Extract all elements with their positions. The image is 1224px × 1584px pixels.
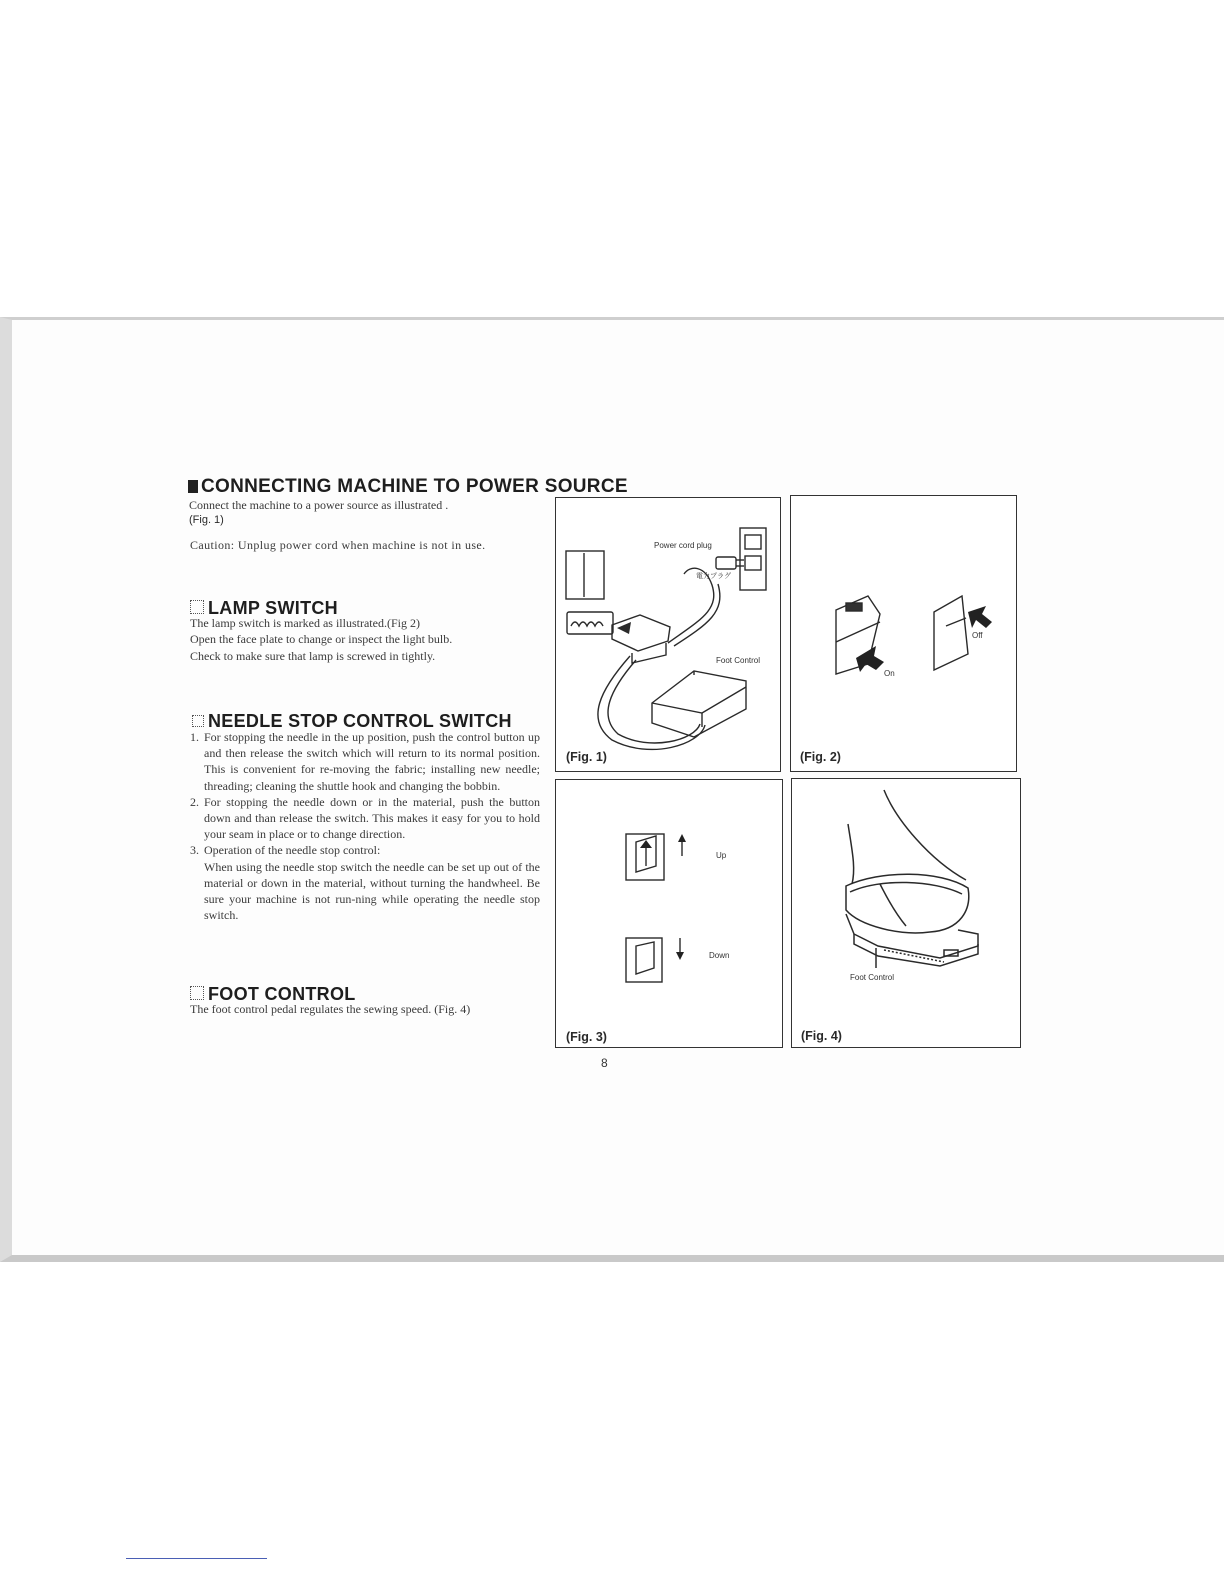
lamp-line-3: Check to make sure that lamp is screwed in tightly. [190,649,436,663]
fig1-label: (Fig. 1) [566,750,607,764]
fig4-label: (Fig. 4) [801,1029,842,1043]
needle-switch-up-icon [626,834,664,880]
fig2-off-label: Off [972,631,983,640]
fig3-label: (Fig. 3) [566,1030,607,1044]
machine-plug-icon [612,615,670,651]
heading-foot-text: FOOT CONTROL [208,984,356,1004]
list-item-detail: When using the needle stop switch the needle can be set up out of the material or down in the material, without turning the handwheel. Be sure your machine is not run-ning while operating the needle stop switch. [204,859,540,923]
arrow-down-icon [676,952,684,960]
fig1-power-cord-plug-label: Power cord plug [654,541,712,550]
fig3-illustration [626,834,682,982]
fig2-label: (Fig. 2) [800,750,841,764]
leg-icon [848,824,854,884]
page-number: 8 [601,1056,608,1070]
lamp-line-1: The lamp switch is marked as illustrated.(Fig 2) [190,616,420,630]
fig3-down-label: Down [709,951,730,960]
connecting-caution: Caution: Unplug power cord when machine is not in use. [190,538,486,552]
heading-needle-text: NEEDLE STOP CONTROL SWITCH [208,711,512,731]
connecting-body: Connect the machine to a power source as illustrated . [189,498,449,512]
bottom-link-rule [126,1558,267,1559]
fig4-illustration [846,790,978,968]
fig1-foot-control-label: Foot Control [716,656,761,665]
fig2-on-label: On [884,669,895,678]
wall-plate-icon [566,551,604,599]
heading-connecting-text: CONNECTING MACHINE TO POWER SOURCE [201,476,628,497]
connecting-fig-ref: (Fig. 1) [189,514,224,526]
arrow-up-icon [678,834,686,842]
lamp-switch-off-icon [934,596,968,670]
fig1-illustration [566,528,766,749]
fig1-arrow [617,622,631,634]
lamp-line-2: Open the face plate to change or inspect the light bulb. [190,632,453,646]
list-item-number: 3. [190,843,199,858]
foot-body: The foot control pedal regulates the sewing speed. (Fig. 4) [190,1002,471,1016]
fig3-arrows [640,834,686,960]
fig4-foot-control-label: Foot Control [850,973,895,982]
heading-lamp-text: LAMP SWITCH [208,598,338,618]
list-item-number: 2. [190,794,199,809]
fig3-up-label: Up [716,851,727,860]
wall-receptacle-icon [740,528,766,590]
list-item-text: Operation of the needle stop control: [204,843,381,858]
fig1-jp-label: 電力プラグ [696,572,731,580]
list-item-text: For stopping the needle down or in the material, push the button down and than release the switch. This makes it easy for you to hold your seam in place or to change direction. [204,794,540,842]
fig2-illustration [836,596,968,674]
list-item-text: For stopping the needle in the up position, push the control button up and then release the switch which will return to its normal position. This is convenient for re-moving the fabric; installing new needle; threading; cleaning the shuttle hook and changing the bobbin. [204,730,540,793]
list-item-number: 1. [190,730,199,744]
